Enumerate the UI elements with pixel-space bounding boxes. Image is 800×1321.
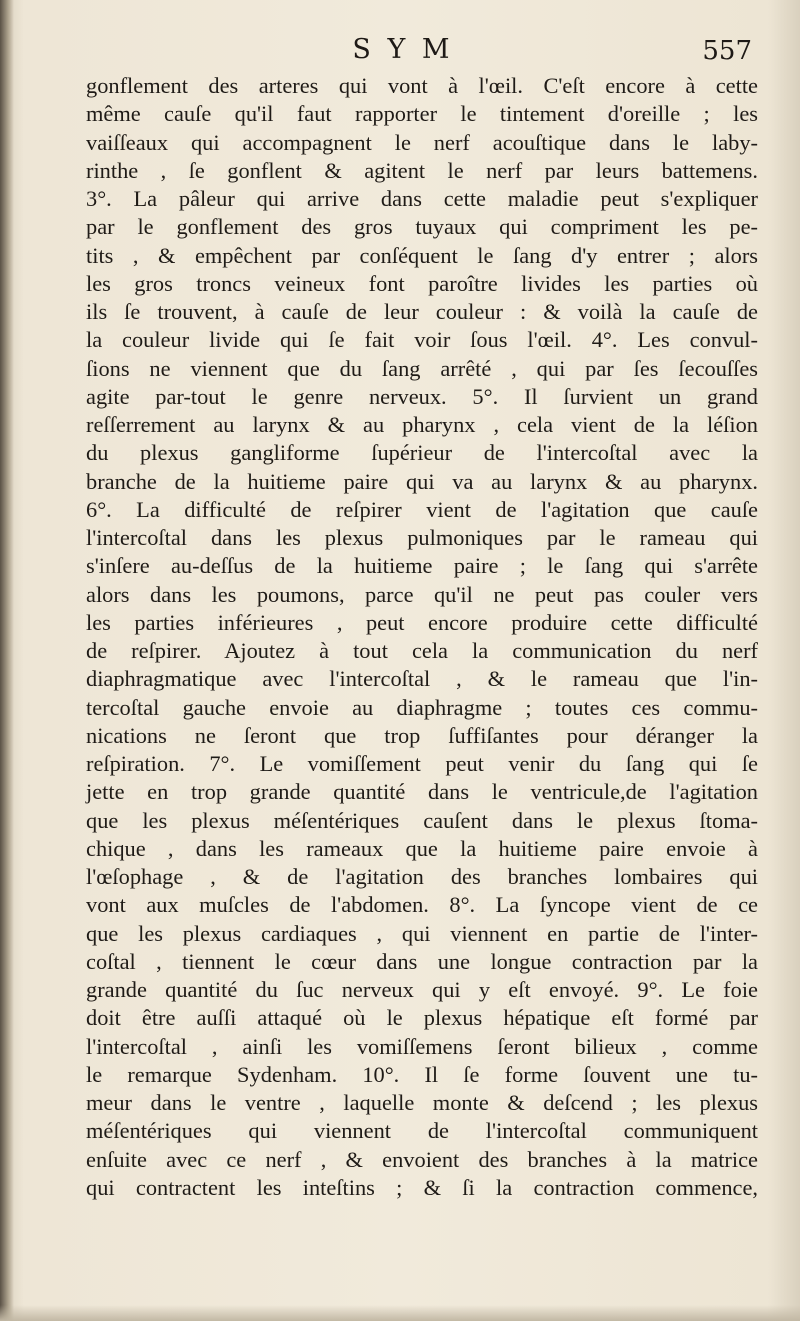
text-line: même cauſe qu'il faut rapporter le tintement d'oreille ; les <box>86 101 758 127</box>
text-line: s'inſere au-deſſus de la huitieme paire ; le ſang qui s'arrête <box>86 553 758 579</box>
text-line: de reſpirer. Ajoutez à tout cela la communication du nerf <box>86 638 758 663</box>
text-line: branche de la huitieme paire qui va au larynx & au pharynx. <box>86 468 758 494</box>
text-line: reſſerrement au larynx & au pharynx , cela vient de la léſion <box>86 412 758 437</box>
text-line: reſpiration. 7°. Le vomiſſement peut venir du ſang qui ſe <box>86 751 758 776</box>
text-line: l'intercoſtal dans les plexus pulmoniques par le rameau qui <box>86 525 758 550</box>
text-line: l'intercoſtal , ainſi les vomiſſemens ſeront bilieux , comme <box>86 1033 758 1059</box>
text-line: jette en trop grande quantité dans le ventricule,de l'agitation <box>86 779 758 805</box>
text-line: coſtal , tiennent le cœur dans une longue contraction par la <box>86 948 758 974</box>
text-line: les gros troncs veineux font paroître livides les parties où <box>86 270 758 296</box>
text-line: alors dans les poumons, parce qu'il ne peut pas couler vers <box>86 581 758 607</box>
text-line: 6°. La difficulté de reſpirer vient de l'agitation que cauſe <box>86 496 758 522</box>
text-line: ſions ne viennent que du ſang arrêté , qui par ſes ſecouſſes <box>86 355 758 381</box>
body-text <box>86 72 758 1202</box>
text-line: chique , dans les rameaux que la huitieme paire envoie à <box>86 835 758 861</box>
text-line: enſuite avec ce nerf , & envoient des branches à la matrice <box>86 1146 758 1172</box>
text-line: du plexus gangliforme ſupérieur de l'intercoſtal avec la <box>86 440 758 466</box>
text-line: agite par-tout le genre nerveux. 5°. Il ſurvient un grand <box>86 383 758 409</box>
text-line: grande quantité du ſuc nerveux qui y eſt envoyé. 9°. Le foie <box>86 977 758 1002</box>
text-line: par le gonflement des gros tuyaux qui compriment les pe- <box>86 214 758 240</box>
page-gutter <box>0 0 14 1321</box>
text-line: méſentériques qui viennent de l'intercoſtal communiquent <box>86 1118 758 1144</box>
text-line: tercoſtal gauche envoie au diaphragme ; toutes ces commu- <box>86 694 758 720</box>
running-head: S Y M <box>352 34 454 65</box>
text-line: 3°. La pâleur qui arrive dans cette maladie peut s'expliquer <box>86 186 758 211</box>
page-bottom-edge <box>0 1305 800 1321</box>
text-line: gonflement des arteres qui vont à l'œil. C'eſt encore à cette <box>86 73 758 98</box>
page-number: 557 <box>702 36 752 66</box>
text-line: les parties inférieures , peut encore produire cette difficulté <box>86 609 758 635</box>
text-line: vaiſſeaux qui accompagnent le nerf acouſtique dans le laby- <box>86 129 758 155</box>
text-line: le remarque Sydenham. 10°. Il ſe forme ſouvent une tu- <box>86 1061 758 1087</box>
text-line: la couleur livide qui ſe fait voir ſous l'œil. 4°. Les convul- <box>86 327 758 353</box>
text-line: nications ne ſeront que trop ſuffiſantes pour déranger la <box>86 722 758 748</box>
text-line: tits , & empêchent par conſéquent le ſang d'y entrer ; alors <box>86 242 758 268</box>
text-line: vont aux muſcles de l'abdomen. 8°. La ſyncope vient de ce <box>86 892 758 918</box>
text-line: que les plexus cardiaques , qui viennent en partie de l'inter- <box>86 920 758 946</box>
text-line: que les plexus méſentériques cauſent dans le plexus ſtoma- <box>86 807 758 833</box>
text-line: l'œſophage , & de l'agitation des branches lombaires qui <box>86 864 758 889</box>
text-line: meur dans le ventre , laquelle monte & deſcend ; les plexus <box>86 1090 758 1115</box>
text-line: ils ſe trouvent, à cauſe de leur couleur : & voilà la cauſe de <box>86 299 758 324</box>
text-line: doit être auſſi attaqué où le plexus hépatique eſt formé par <box>86 1005 758 1031</box>
text-line: qui contractent les inteſtins ; & ſi la contraction commence, <box>86 1174 758 1200</box>
text-line: rinthe , ſe gonflent & agitent le nerf par leurs battemens. <box>86 157 758 183</box>
text-line: diaphragmatique avec l'intercoſtal , & le rameau que l'in- <box>86 666 758 692</box>
page-header <box>88 30 758 70</box>
